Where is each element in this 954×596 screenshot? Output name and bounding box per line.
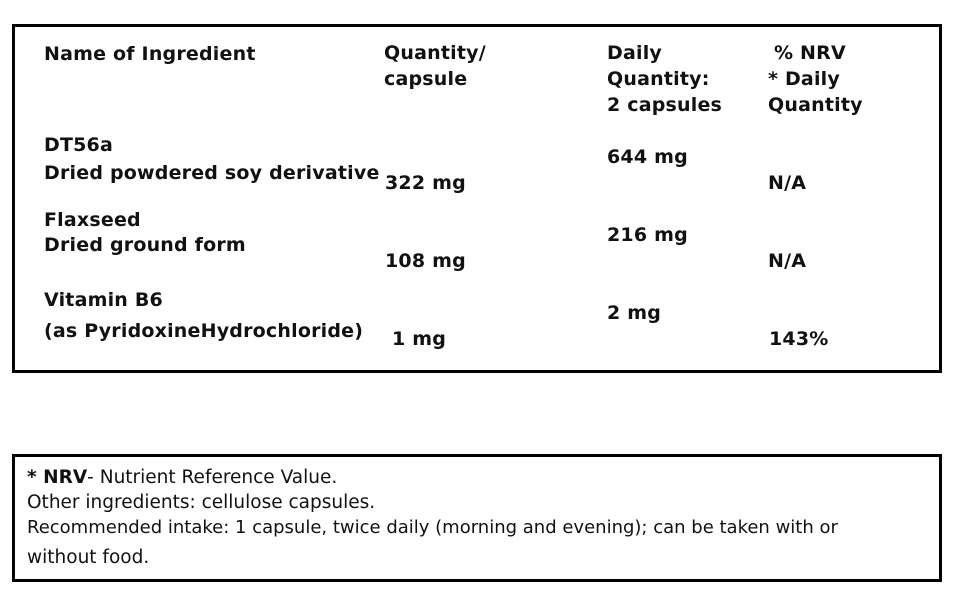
row-1-daily: 644 mg	[607, 146, 688, 168]
recommended-intake-line2: without food.	[27, 547, 150, 568]
row-1-nrv: N/A	[768, 172, 807, 194]
row-3-qty: 1 mg	[392, 328, 447, 350]
row-2-nrv: N/A	[768, 250, 807, 272]
header-quantity-line2: capsule	[384, 68, 468, 90]
header-ingredient: Name of Ingredient	[44, 43, 256, 65]
header-daily-line1: Daily	[607, 42, 663, 64]
header-nrv-line3: Quantity	[768, 94, 863, 116]
nrv-note-text: - Nutrient Reference Value.	[87, 467, 338, 488]
nrv-note	[27, 465, 337, 491]
row-2-qty: 108 mg	[385, 250, 466, 272]
row-2-name: Flaxseed	[44, 209, 141, 231]
header-daily-line2: Quantity:	[607, 68, 710, 90]
row-1-desc: Dried powdered soy derivative	[44, 162, 380, 184]
row-3-daily: 2 mg	[607, 302, 662, 324]
header-quantity-line1: Quantity/	[384, 42, 486, 64]
row-2-desc: Dried ground form	[44, 234, 246, 256]
row-1-qty: 322 mg	[385, 172, 466, 194]
nrv-note-label: * NRV	[27, 467, 88, 488]
other-ingredients: Other ingredients: cellulose capsules.	[27, 492, 376, 513]
header-nrv-line1: % NRV	[774, 42, 846, 64]
row-3-nrv: 143%	[769, 328, 829, 350]
row-1-name: DT56a	[44, 134, 113, 156]
row-3-desc: (as PyridoxineHydrochloride)	[44, 320, 364, 342]
header-daily-line3: 2 capsules	[607, 94, 723, 116]
header-nrv-line2: * Daily	[768, 68, 840, 90]
row-2-daily: 216 mg	[607, 224, 688, 246]
row-3-name: Vitamin B6	[44, 289, 163, 311]
recommended-intake-line1: Recommended intake: 1 capsule, twice daily (morning and evening); can be taken with or	[27, 517, 838, 538]
